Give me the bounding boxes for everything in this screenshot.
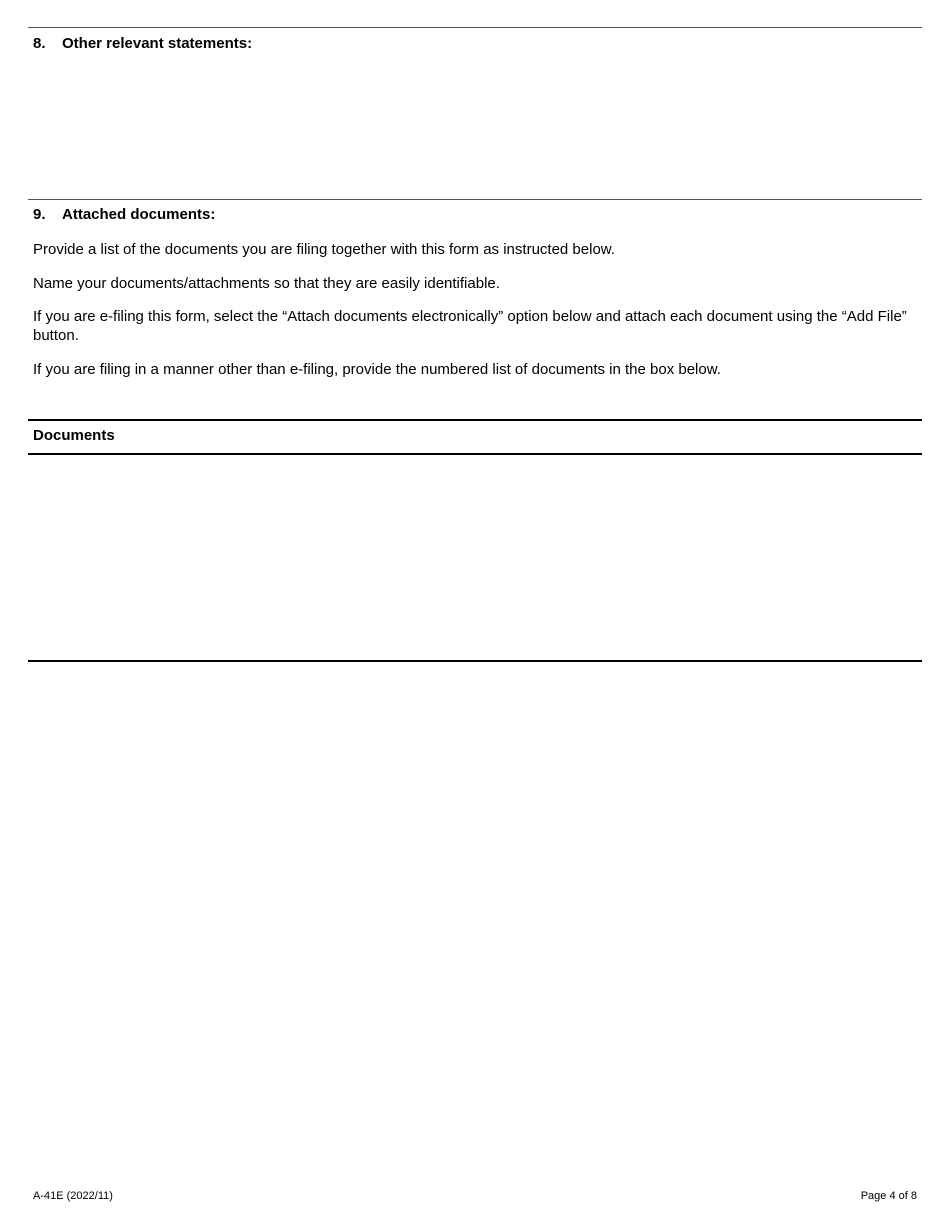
section-8-title: Other relevant statements: [62, 35, 253, 52]
instruction-list-documents: Provide a list of the documents you are filing together with this form as instructed below. [33, 241, 615, 258]
section-9-top-rule [28, 199, 922, 200]
documents-label: Documents [33, 427, 115, 444]
section-8-heading [33, 35, 252, 53]
documents-box-bottom-rule [28, 660, 922, 662]
documents-list-field[interactable] [28, 456, 922, 658]
form-id: A-41E (2022/11) [33, 1190, 113, 1202]
instruction-other-filing: If you are filing in a manner other than e-filing, provide the numbered list of documents in the box below. [33, 361, 721, 378]
other-relevant-statements-field[interactable] [28, 56, 922, 198]
section-9-title: Attached documents: [62, 206, 216, 223]
section-9-number: 9. [33, 206, 46, 223]
documents-header-rule [28, 453, 922, 455]
section-8-top-rule [28, 27, 922, 28]
documents-box-top-rule [28, 419, 922, 421]
page-number: Page 4 of 8 [860, 1190, 917, 1202]
instruction-name-documents: Name your documents/attachments so that they are easily identifiable. [33, 275, 500, 292]
section-9-heading [33, 206, 215, 224]
instruction-e-filing: If you are e-filing this form, select the “Attach documents electronically” option below and attach each document using the “Add File” button. [33, 308, 907, 344]
section-8-number: 8. [33, 35, 46, 52]
